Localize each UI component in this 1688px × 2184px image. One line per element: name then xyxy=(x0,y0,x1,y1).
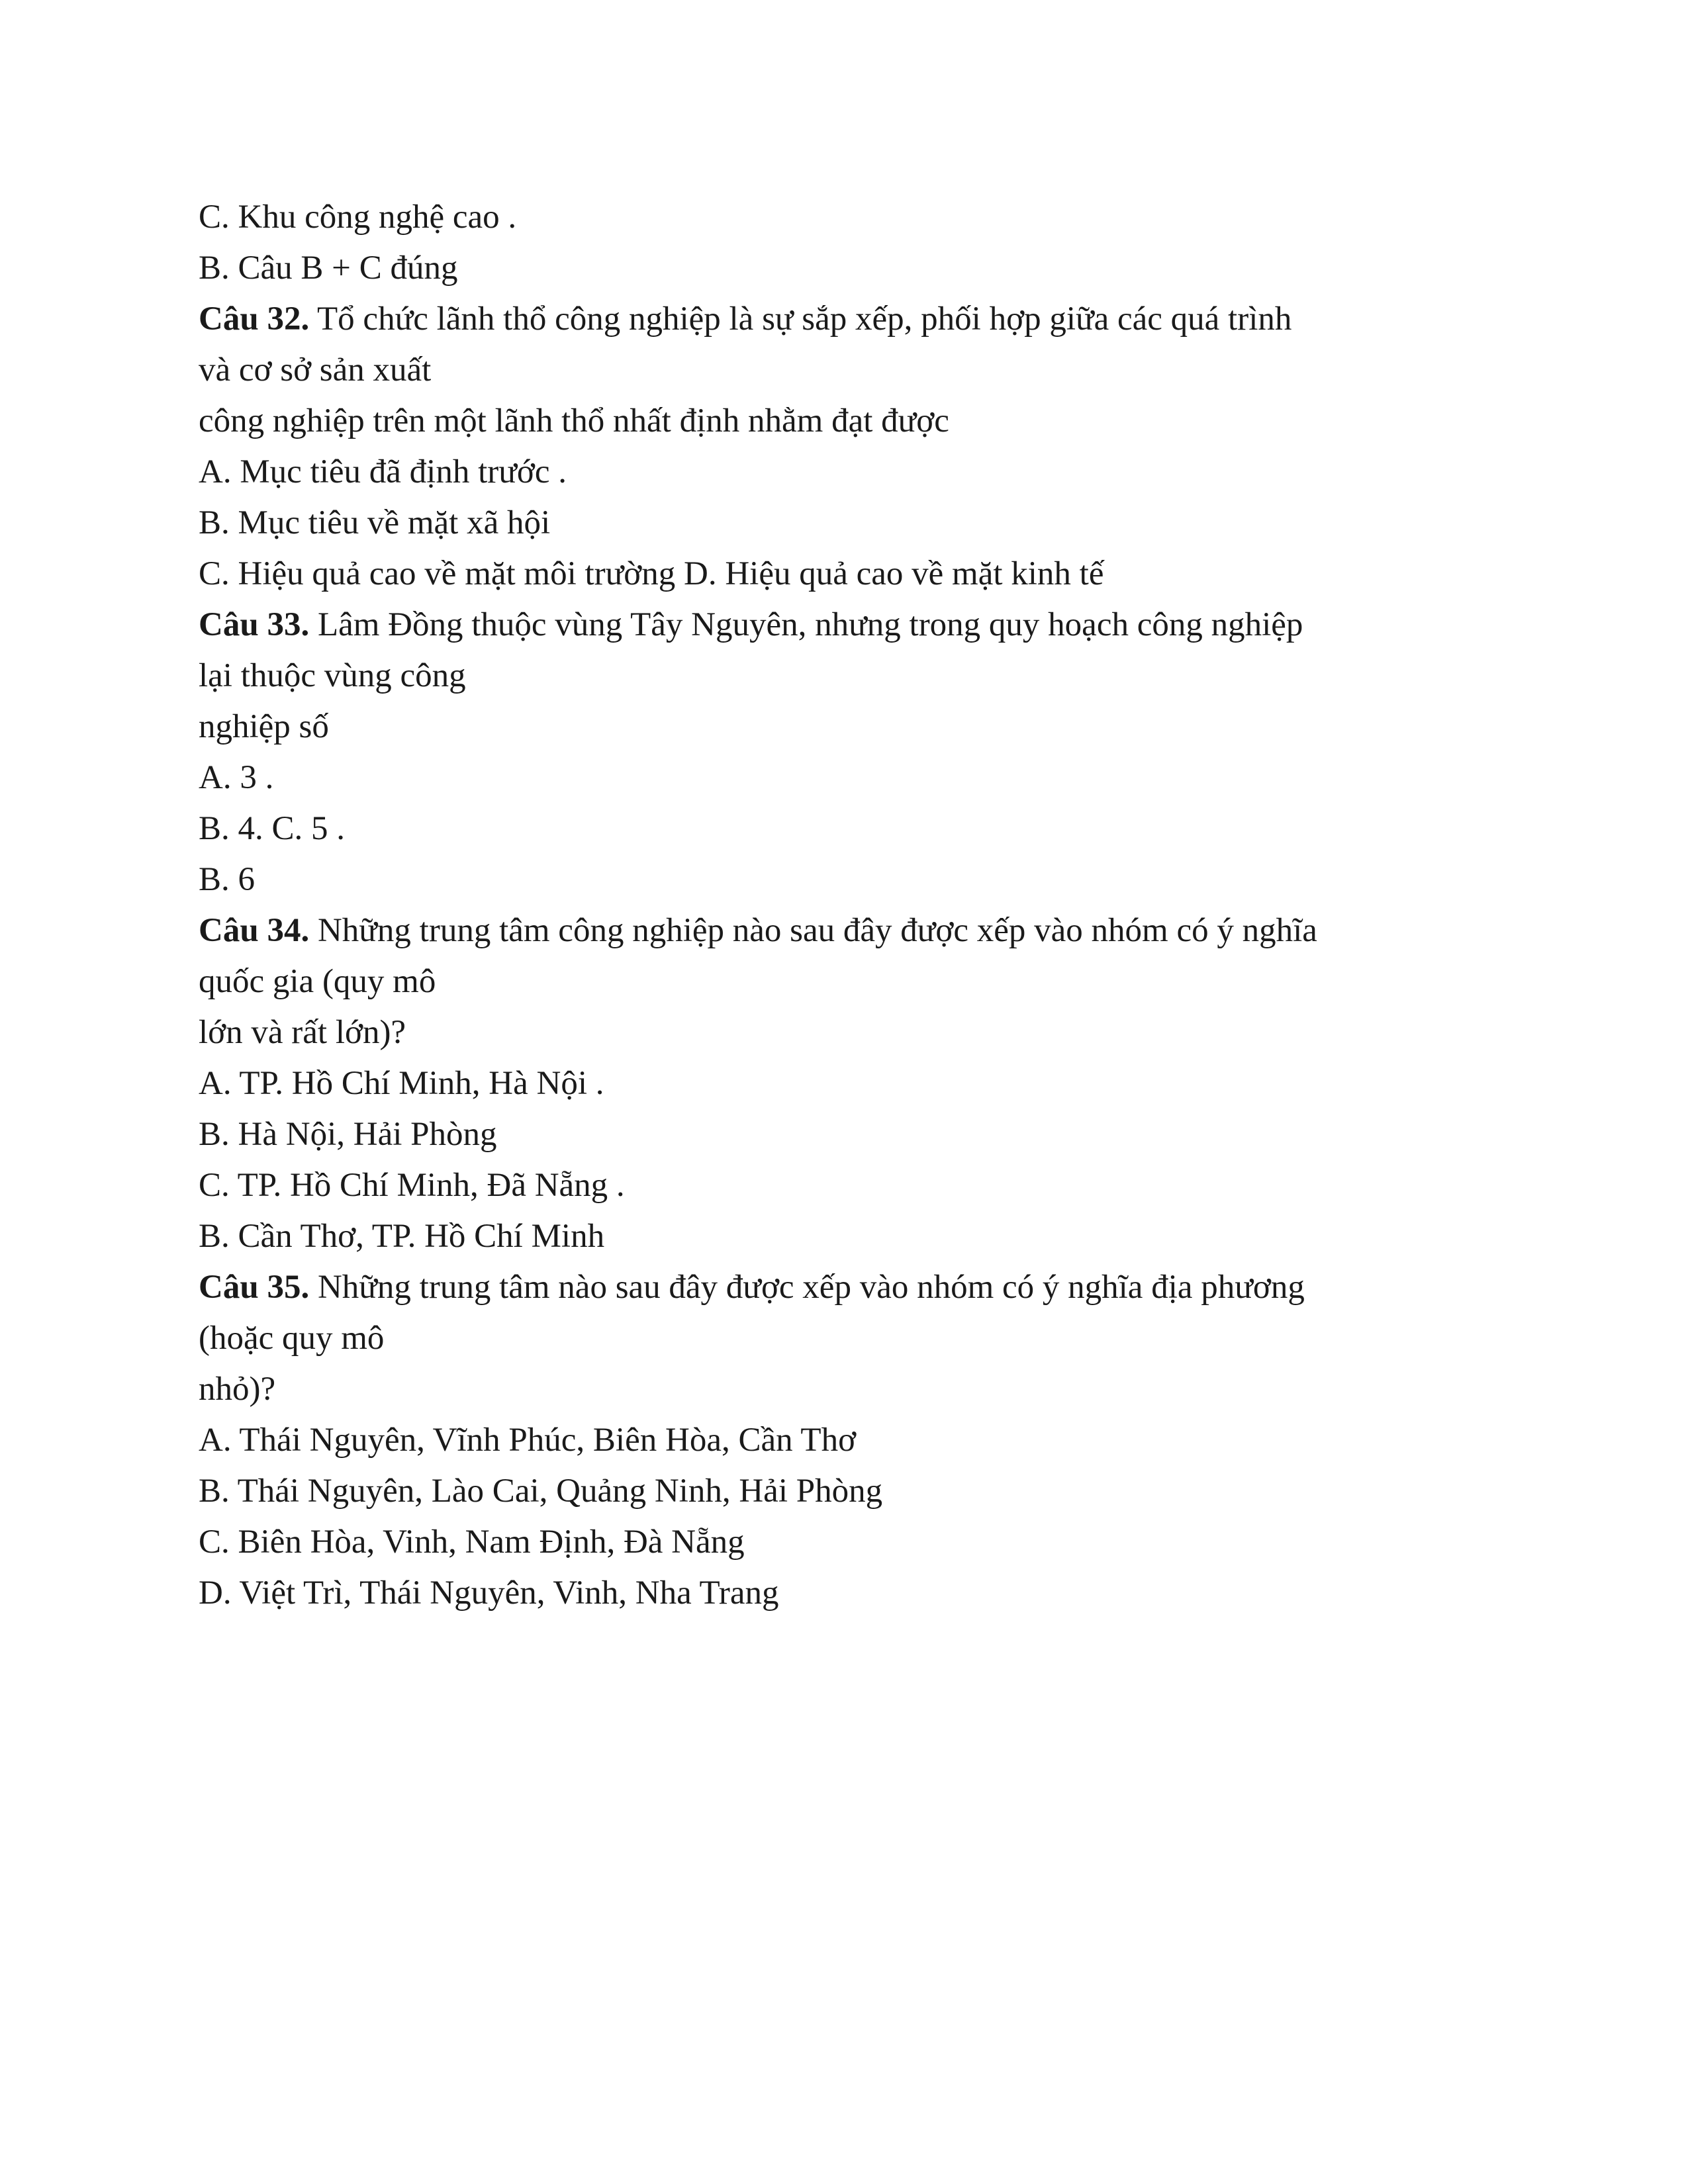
question-line xyxy=(199,294,1489,345)
question-line xyxy=(199,600,1489,651)
line-text: B. 6 xyxy=(199,861,256,898)
answer-line xyxy=(199,803,1489,854)
line-text: C. Khu công nghệ cao . xyxy=(199,199,517,236)
question-line xyxy=(199,1262,1489,1313)
line-text: A. TP. Hồ Chí Minh, Hà Nội . xyxy=(199,1065,604,1102)
answer-line xyxy=(199,192,1489,243)
answer-line xyxy=(199,1568,1489,1619)
answer-line xyxy=(199,1466,1489,1517)
answer-line xyxy=(199,1211,1489,1262)
line-text: B. Câu B + C đúng xyxy=(199,250,458,287)
answer-line xyxy=(199,243,1489,294)
line-text: công nghiệp trên một lãnh thổ nhất định nhằm đạt được xyxy=(199,402,949,439)
question-line xyxy=(199,956,1489,1007)
answer-line xyxy=(199,1109,1489,1160)
line-text: B. Thái Nguyên, Lào Cai, Quảng Ninh, Hải Phòng xyxy=(199,1473,883,1510)
question-text: Những trung tâm công nghiệp nào sau đây được xếp vào nhóm có ý nghĩa xyxy=(309,912,1317,949)
question-line xyxy=(199,1007,1489,1058)
question-text: Tổ chức lãnh thổ công nghiệp là sự sắp xếp, phối hợp giữa các quá trình xyxy=(309,300,1292,338)
question-line xyxy=(199,396,1489,447)
answer-line xyxy=(199,1160,1489,1211)
question-text: Những trung tâm nào sau đây được xếp vào nhóm có ý nghĩa địa phương xyxy=(309,1269,1305,1306)
line-text: D. Việt Trì, Thái Nguyên, Vinh, Nha Trang xyxy=(199,1574,779,1612)
question-line xyxy=(199,1313,1489,1364)
answer-line xyxy=(199,549,1489,600)
answer-line xyxy=(199,1415,1489,1466)
answer-line xyxy=(199,1058,1489,1109)
question-label: Câu 33. xyxy=(199,606,310,643)
document-page xyxy=(199,192,1489,1619)
question-text: Lâm Đồng thuộc vùng Tây Nguyên, nhưng trong quy hoạch công nghiệp xyxy=(309,606,1303,643)
line-text: và cơ sở sản xuất xyxy=(199,351,432,388)
question-label: Câu 35. xyxy=(199,1269,310,1306)
line-text: nghiệp số xyxy=(199,708,329,745)
answer-line xyxy=(199,752,1489,803)
line-text: B. Cần Thơ, TP. Hồ Chí Minh xyxy=(199,1218,605,1255)
line-text: lớn và rất lớn)? xyxy=(199,1014,406,1051)
answer-line xyxy=(199,1517,1489,1568)
line-text: A. 3 . xyxy=(199,759,274,796)
question-line xyxy=(199,905,1489,956)
question-line xyxy=(199,345,1489,396)
line-text: nhỏ)? xyxy=(199,1371,276,1408)
answer-line xyxy=(199,498,1489,549)
line-text: B. 4. C. 5 . xyxy=(199,810,346,847)
line-text: C. TP. Hồ Chí Minh, Đã Nẵng . xyxy=(199,1167,625,1204)
line-text: (hoặc quy mô xyxy=(199,1320,385,1357)
question-line xyxy=(199,702,1489,752)
line-text: B. Mục tiêu về mặt xã hội xyxy=(199,504,551,541)
answer-line xyxy=(199,854,1489,905)
line-text: A. Mục tiêu đã định trước . xyxy=(199,453,567,490)
line-text: A. Thái Nguyên, Vĩnh Phúc, Biên Hòa, Cần Thơ xyxy=(199,1422,857,1459)
question-line xyxy=(199,1364,1489,1415)
line-text: C. Biên Hòa, Vinh, Nam Định, Đà Nẵng xyxy=(199,1524,745,1561)
question-label: Câu 32. xyxy=(199,300,310,338)
answer-line xyxy=(199,447,1489,498)
line-text: lại thuộc vùng công xyxy=(199,657,466,694)
question-label: Câu 34. xyxy=(199,912,310,949)
line-text: C. Hiệu quả cao về mặt môi trường D. Hiệu quả cao về mặt kinh tế xyxy=(199,555,1104,592)
line-text: B. Hà Nội, Hải Phòng xyxy=(199,1116,497,1153)
question-line xyxy=(199,651,1489,702)
line-text: quốc gia (quy mô xyxy=(199,963,436,1000)
